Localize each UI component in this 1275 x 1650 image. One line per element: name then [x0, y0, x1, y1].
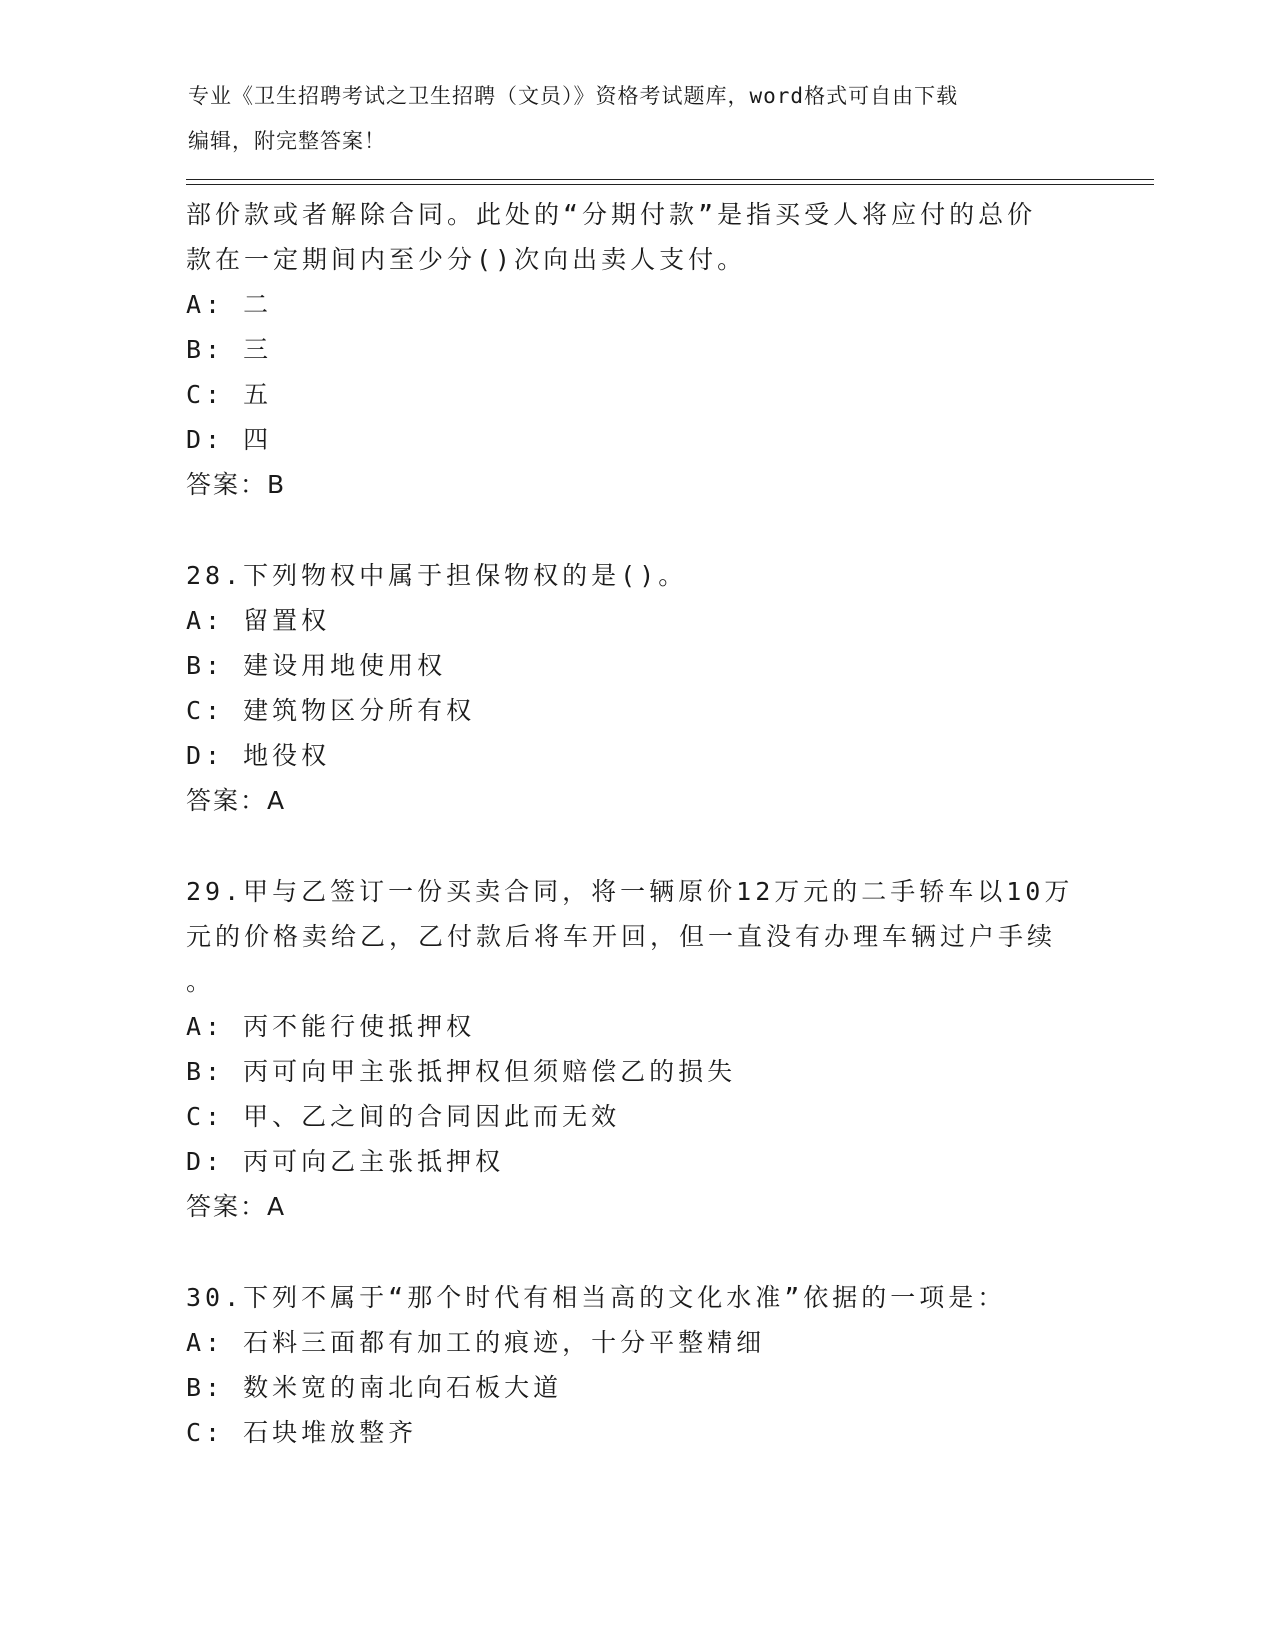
option-d: D: 地役权 [186, 741, 331, 770]
option-a: A: 丙不能行使抵押权 [186, 1012, 476, 1041]
option-d: D: 丙可向乙主张抵押权 [186, 1147, 505, 1176]
option-a: A: 二 [186, 290, 273, 319]
question-stem-line: 30.下列不属于“那个时代有相当高的文化水准”依据的一项是： [186, 1283, 1007, 1312]
answer-line: 答案：B [186, 470, 287, 499]
header-rule-bottom [186, 184, 1154, 185]
question-block [186, 553, 1086, 823]
header-rule-top [186, 179, 1154, 180]
question-block [186, 192, 1086, 507]
question-gap [186, 823, 1086, 869]
question-block [186, 1275, 1086, 1455]
header-line-2: 编辑，附完整答案！ [188, 129, 386, 153]
answer-line: 答案：A [186, 786, 287, 815]
option-b: B: 数米宽的南北向石板大道 [186, 1373, 563, 1402]
question-stem-line: 部价款或者解除合同。此处的“分期付款”是指买受人将应付的总价 [186, 200, 1037, 229]
question-stem-line: 。 [186, 967, 216, 996]
document-header [188, 74, 1088, 164]
option-b: B: 建设用地使用权 [186, 651, 447, 680]
question-stem-line: 28.下列物权中属于担保物权的是()。 [186, 561, 688, 590]
option-d: D: 四 [186, 425, 273, 454]
option-a: A: 留置权 [186, 606, 331, 635]
option-c: C: 甲、乙之间的合同因此而无效 [186, 1102, 621, 1131]
question-stem-line: 29.甲与乙签订一份买卖合同，将一辆原价12万元的二手轿车以10万 [186, 877, 1074, 906]
question-stem-line: 款在一定期间内至少分()次向出卖人支付。 [186, 245, 747, 274]
header-line-1: 专业《卫生招聘考试之卫生招聘（文员）》资格考试题库，word格式可自由下载 [188, 84, 959, 108]
question-gap [186, 507, 1086, 553]
option-a: A: 石料三面都有加工的痕迹，十分平整精细 [186, 1328, 766, 1357]
question-stem-line: 元的价格卖给乙，乙付款后将车开回，但一直没有办理车辆过户手续 [186, 922, 1057, 951]
question-block [186, 869, 1086, 1229]
question-list [186, 192, 1086, 1455]
option-c: C: 五 [186, 380, 273, 409]
option-b: B: 三 [186, 335, 273, 364]
option-c: C: 建筑物区分所有权 [186, 696, 476, 725]
answer-line: 答案：A [186, 1192, 287, 1221]
option-b: B: 丙可向甲主张抵押权但须赔偿乙的损失 [186, 1057, 737, 1086]
option-c: C: 石块堆放整齐 [186, 1418, 418, 1447]
question-gap [186, 1229, 1086, 1275]
